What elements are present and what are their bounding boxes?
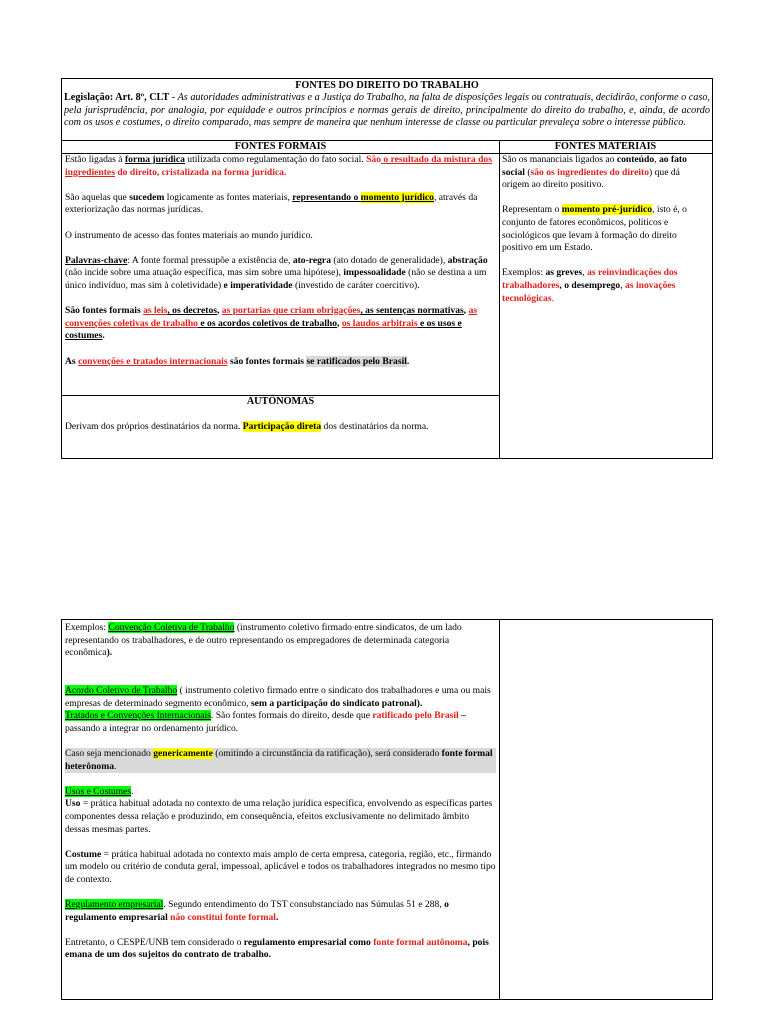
text: as greves (545, 267, 583, 279)
text: São (366, 154, 381, 165)
text: sem a participação do sindicato patronal). (250, 697, 423, 709)
text: . Segundo entendimento do TST consubstanciado nas Súmulas 51 e 288, (163, 899, 445, 911)
col-header-materiais: FONTES MATERIAIS (499, 141, 712, 154)
text: Participação direta (242, 421, 322, 432)
formais-p2 (65, 192, 496, 217)
col-header-formais: FONTES FORMAIS (62, 141, 499, 154)
text: (investido de caráter coercitivo). (292, 279, 420, 291)
text: – (458, 710, 466, 722)
text: , o desemprego (559, 279, 621, 291)
text: Entretanto, o CESPE/UNB tem considerado o (65, 936, 244, 948)
text: (ato dotado de generalidade), (331, 254, 448, 266)
text: Acordo Coletivo de Trabalho (65, 684, 178, 696)
text: (não incide sobre uma atuação específica, mas sim sobre uma hipótese), (65, 267, 344, 279)
example-cespe (65, 937, 496, 962)
text: . (406, 355, 410, 367)
formais-p5 (65, 305, 496, 343)
text: Regulamento empresarial (65, 899, 164, 911)
text: dos destinatários da norma. (321, 421, 429, 432)
text: Representam o (502, 204, 562, 216)
text: ratificado pelo Brasil (372, 710, 459, 722)
formais-p1 (65, 154, 496, 179)
text: ( (524, 166, 531, 178)
text: = prática habitual adotada no contexto de uma relação jurídica específica, envolvendo as específicas partes componentes dessa relação e produzindo, em consequência, efeitos exclusivamente no delimitado âmbito dessas mesmas partes. (65, 798, 493, 835)
text: forma jurídica (124, 154, 185, 165)
text: (não se destina a um único indivíduo, mas sim à coletividade) (65, 267, 487, 291)
autonomas-text (65, 421, 496, 434)
text: , (463, 305, 469, 317)
text: Exemplos: (65, 622, 109, 633)
text: Exemplos: (502, 267, 546, 279)
text: Derivam dos próprios destinatários da norma. (65, 421, 243, 432)
text: , as sentenças normativas (360, 305, 464, 317)
text: , os decretos (167, 305, 217, 317)
text: e os acordos coletivos de trabalho (197, 317, 338, 329)
text: utilizada como regulamentação do fato social. (184, 154, 367, 165)
text: ). (106, 647, 113, 659)
example-usos (65, 786, 496, 799)
text: ( instrumento coletivo firmado entre o sindicato dos trabalhadores e uma ou mais empresas de determinado segmento econômico, (65, 684, 491, 709)
text: (instrumento coletivo firmado entre sindicatos, de um lado representando os trabalhadores, e de outro representando os empregadores de determinada categoria econômica (65, 622, 462, 659)
text: São os mananciais ligados ao (502, 154, 617, 165)
text: . (131, 785, 134, 797)
example-generico (65, 748, 496, 773)
text: os laudos arbitrais (341, 317, 418, 329)
text: as portarias que criam obrigações (221, 305, 361, 317)
text: as leis (143, 305, 168, 317)
text: . (102, 330, 105, 342)
formais-cell (62, 154, 499, 368)
example-acordo (65, 685, 496, 710)
text: o resultado da mistura dos ingredientes (65, 154, 492, 178)
sources-table (61, 78, 713, 459)
text: abstração (447, 254, 488, 266)
text: Convenção Coletiva de Trabalho (108, 622, 235, 633)
text: genericamente (153, 747, 213, 759)
examples-table (61, 619, 713, 1000)
text: as reinvindicações dos trabalhadores (502, 267, 678, 291)
text: . São fontes formais do direito, desde que (210, 710, 373, 722)
text: , (620, 279, 626, 291)
text: logicamente as fontes materiais, (164, 191, 293, 203)
text: As (65, 355, 79, 367)
text: ato-regra (292, 254, 331, 266)
text: . (114, 760, 117, 772)
text: são fontes formais (227, 355, 307, 367)
text: impessoalidade (343, 267, 406, 279)
definition-uso (65, 798, 496, 836)
example-tratados (65, 710, 496, 735)
example-regulamento (65, 899, 496, 924)
examples-cell (62, 622, 499, 962)
legislation-label: Legislação: Art. 8º, CLT (64, 92, 170, 104)
formais-p6 (65, 356, 496, 369)
text: , através da exteriorização das normas jurídicas. (65, 191, 478, 216)
formais-p3: O instrumento de acesso das fontes materiais ao mundo jurídico. (65, 229, 313, 241)
text: as inovações tecnológicas (502, 279, 676, 304)
text: , (337, 317, 342, 329)
text: . (275, 911, 279, 923)
legislation-text: - As autoridades administrativas e a Justiça do Trabalho, na falta de disposições legais ou contratuais, decidirão, conforme o caso, pela jurisprudência, por analogia, por equidade e outros princípios e normas gerais de direito, principalmente do direito do trabalho, e, ainda, de acordo com os usos e costumes, o direito comparado, mas sempre de maneira que nenhum interesse de classe ou particular prevaleça sobre o interesse público. (64, 92, 710, 129)
text: Estão ligadas à (65, 154, 125, 165)
text: Usos e Costumes (65, 785, 132, 797)
text: Caso seja mencionado (65, 747, 154, 759)
text: : A fonte formal pressupõe a existência de, (127, 254, 293, 266)
text: Palavras-chave (65, 254, 128, 266)
text: , (582, 267, 588, 279)
example-convencao (65, 622, 496, 660)
text: Tratados e Convenções Internacionais (65, 710, 211, 722)
text: Uso (65, 798, 81, 810)
text: (omitindo a circunstância da ratificação), será considerado (212, 747, 442, 759)
text: são os ingredientes do direito (530, 166, 650, 178)
text: ) que dá origem ao direito positivo. (502, 166, 680, 191)
text: representando o (292, 191, 361, 203)
table-header (62, 79, 712, 141)
autonomas-cell (62, 421, 499, 434)
text: Costume (65, 848, 102, 860)
text: sucedem (129, 191, 165, 203)
text: = prática habitual adotada no contexto mais amplo de certa empresa, categoria, região, etc., firmando um modelo ou critério de conduta geral, impessoal, aplicável e todos os trabalhadores integrados no mesmo tipo de contexto. (65, 848, 496, 885)
text: , pois emana de um dos sujeitos do contrato de trabalho. (65, 936, 489, 961)
text: , (654, 154, 659, 165)
text: ao fato social (502, 154, 687, 178)
text: do direito, cristalizada na forma jurídica. (114, 166, 287, 178)
text: conteúdo (616, 154, 655, 165)
text: momento jurídico (360, 191, 434, 203)
definition-costume (65, 849, 496, 887)
materiais-p1 (502, 154, 709, 192)
legislation-paragraph (64, 92, 710, 129)
page-title: FONTES DO DIREITO DO TRABALHO (295, 80, 479, 91)
materiais-cell (499, 154, 712, 305)
text: fonte formal heterônoma (65, 747, 493, 772)
text: São fontes formais (65, 305, 144, 317)
text: , (217, 305, 222, 317)
text: e imperatividade (223, 279, 293, 291)
text: o regulamento empresarial (65, 899, 449, 923)
text: passando a integrar no ordenamento jurídico. (65, 722, 239, 734)
text: , isto é, o conjunto de fatores econômicos, políticos e sociológicos que levam à formação do direito positivo em um Estado. (502, 204, 687, 254)
text: regulamento empresarial como (243, 936, 374, 948)
text: convenções e tratados internacionais (78, 355, 228, 367)
text: momento pré-jurídico (561, 204, 653, 216)
text: se ratificados pelo Brasil (306, 355, 407, 367)
formais-p4 (65, 255, 496, 293)
text: e os usos e costumes (65, 317, 462, 342)
text: São aquelas que (65, 191, 130, 203)
text: não constitui fonte formal (170, 911, 276, 923)
text: . (551, 292, 554, 304)
autonomas-header: AUTÔNOMAS (246, 396, 315, 407)
text: fonte formal autônoma (373, 936, 468, 948)
materiais-p3 (502, 267, 709, 305)
materiais-p2 (502, 204, 709, 254)
column-divider (499, 620, 500, 999)
text: as convenções coletivas de trabalho (65, 305, 478, 329)
